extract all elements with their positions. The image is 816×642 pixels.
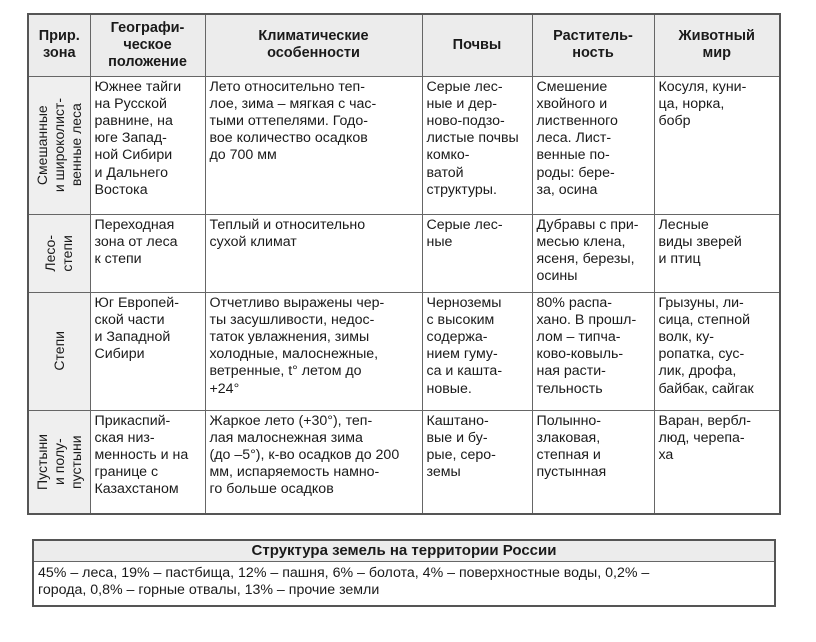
soils-cell: Серые лес- ные и дер- ново-подзо- листые почвы комко- ватой структуры.: [422, 76, 532, 214]
land-structure-text: 45% – леса, 19% – пастбища, 12% – пашня, 6% – болота, 4% – поверхностные воды, 0,2% – города, 0,8% – горные отвалы, 13% – прочие земли: [38, 565, 650, 598]
header-soils: Почвы: [422, 14, 532, 76]
vegetation-cell: Дубравы с при- месью клена, ясеня, березы, осины: [532, 214, 654, 292]
header-row: [28, 14, 780, 76]
header-climate: Климатические особенности: [205, 14, 422, 76]
fauna-cell: Косуля, куни- ца, норка, бобр: [654, 76, 780, 214]
soils-cell: Каштано- вые и бу- рые, серо- земы: [422, 410, 532, 514]
soils-cell: Черноземы с высоким содержа- нием гуму- са и кашта- новые.: [422, 292, 532, 410]
zone-name: Степи: [50, 331, 67, 371]
fauna-cell: Грызуны, ли- сица, степной волк, ку- ропатка, сус- лик, дрофа, байбак, сайгак: [654, 292, 780, 410]
header-location: Географи- ческое положение: [90, 14, 205, 76]
soils-cell: Серые лес- ные: [422, 214, 532, 292]
zone-name-cell: [28, 76, 90, 214]
location-cell: Переходная зона от леса к степи: [90, 214, 205, 292]
table-row: [28, 214, 780, 292]
zone-name-cell: [28, 214, 90, 292]
zone-name: Лесо- степи: [42, 234, 76, 272]
location-cell: Юг Европей- ской части и Западной Сибири: [90, 292, 205, 410]
land-structure-box: [32, 539, 776, 607]
zone-name: Пустыни и полу- пустыни: [33, 433, 84, 490]
table-row: [28, 76, 780, 214]
table-row: [28, 292, 780, 410]
climate-cell: Теплый и относительно сухой климат: [205, 214, 422, 292]
location-cell: Южнее тайги на Русской равнине, на юге Запад- ной Сибири и Дальнего Востока: [90, 76, 205, 214]
natural-zones-table: [27, 13, 781, 515]
land-structure-title: Структура земель на территории России: [34, 541, 774, 562]
fauna-cell: Лесные виды зверей и птиц: [654, 214, 780, 292]
zone-name-cell: [28, 410, 90, 514]
header-zone: Прир. зона: [28, 14, 90, 76]
table-row: [28, 410, 780, 514]
location-cell: Прикаспий- ская низ- менность и на границе с Казахстаном: [90, 410, 205, 514]
header-vegetation: Раститель- ность: [532, 14, 654, 76]
vegetation-cell: Полынно- злаковая, степная и пустынная: [532, 410, 654, 514]
zone-name-cell: [28, 292, 90, 410]
vegetation-cell: 80% распа- хано. В прошл- лом – типча- ково-ковыль- ная расти- тельность: [532, 292, 654, 410]
zone-name: Смешанные и широколист- венные леса: [33, 97, 84, 193]
header-fauna: Животный мир: [654, 14, 780, 76]
fauna-cell: Варан, вербл- люд, черепа- ха: [654, 410, 780, 514]
climate-cell: Жаркое лето (+30°), теп- лая малоснежная зима (до –5°), к-во осадков до 200 мм, испаряемость намно- го больше осадков: [205, 410, 422, 514]
vegetation-cell: Смешение хвойного и лиственного леса. Лист- венные по- роды: бере- за, осина: [532, 76, 654, 214]
climate-cell: Лето относительно теп- лое, зима – мягкая с час- тыми оттепелями. Годо- вое количество осадков до 700 мм: [205, 76, 422, 214]
climate-cell: Отчетливо выражены чер- ты засушливости, недос- таток увлажнения, зимы холодные, малоснежные, ветренные, t° летом до +24°: [205, 292, 422, 410]
